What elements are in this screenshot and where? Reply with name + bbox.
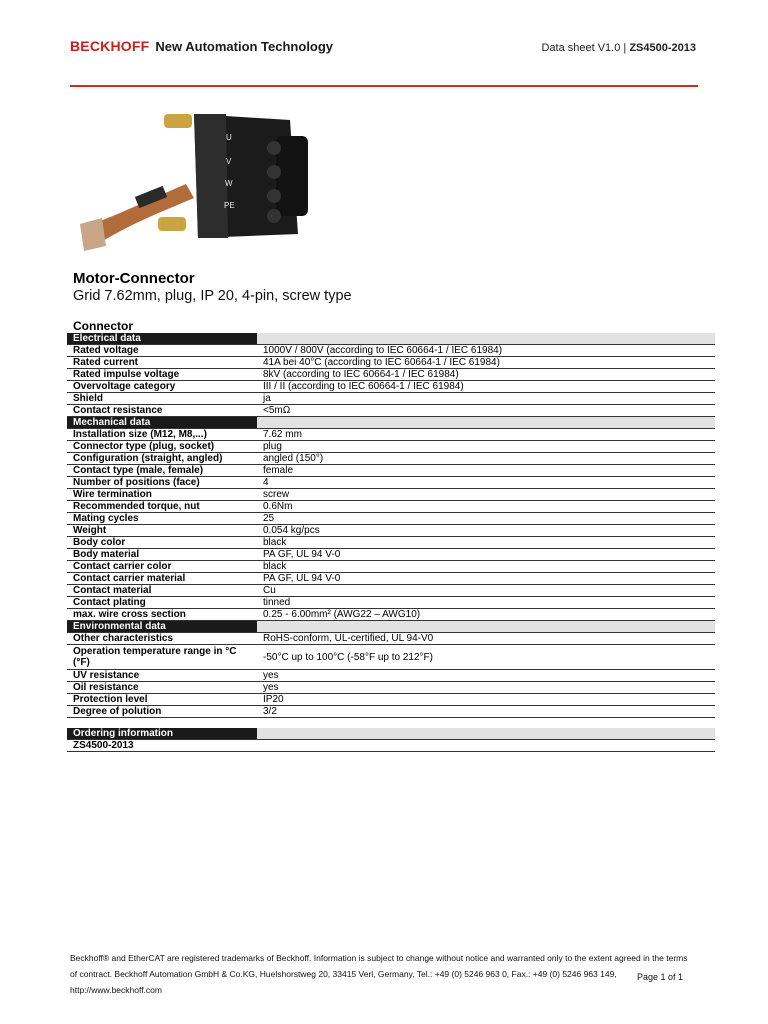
spec-value: 8kV (according to IEC 60664-1 / IEC 61984) [257,369,715,381]
spec-value: angled (150°) [257,453,715,465]
spacer-row [67,718,715,729]
table-row [67,537,715,549]
spec-value: 7.62 mm [257,429,715,441]
header-divider [70,85,698,87]
spec-key: Degree of polution [67,706,257,718]
table-row [67,489,715,501]
spec-key: Recommended torque, nut [67,501,257,513]
spec-key: Other characteristics [67,633,257,645]
spec-key: Contact carrier material [67,573,257,585]
table-row [67,682,715,694]
spec-value: 1000V / 800V (according to IEC 60664-1 / IEC 61984) [257,345,715,357]
group-header-fill [257,621,715,633]
product-title: Motor-Connector [73,270,195,287]
group-header [67,417,715,429]
group-header-label: Mechanical data [67,417,257,429]
table-row [67,501,715,513]
spec-table [67,333,715,752]
pin-label-v: V [226,157,232,166]
spec-value: ja [257,393,715,405]
spec-key: Operation temperature range in °C (°F) [67,645,257,670]
spec-value: yes [257,670,715,682]
spec-value: screw [257,489,715,501]
product-photo [76,106,316,251]
spec-value: black [257,561,715,573]
spec-key: Configuration (straight, angled) [67,453,257,465]
table-row [67,670,715,682]
table-row [67,429,715,441]
group-header-label: Environmental data [67,621,257,633]
table-row [67,645,715,670]
doc-prefix: Data sheet V1.0 | [541,42,627,54]
footer-line-2: of contract. Beckhoff Automation GmbH & Co.KG, Huelshorstweg 20, 33415 Verl, Germany, Tel.: +49 (0) 5246 963 0, Fax.: +49 (0) 5246 963 149, [70,969,617,979]
spec-key: Wire termination [67,489,257,501]
spec-value: 3/2 [257,706,715,718]
spec-value: 41A bei 40°C (according to IEC 60664-1 / IEC 61984) [257,357,715,369]
spec-value: Cu [257,585,715,597]
table-row [67,357,715,369]
pin-label-u: U [226,133,232,142]
spec-key: Weight [67,525,257,537]
spec-key: max. wire cross section [67,609,257,621]
spec-key: Contact carrier color [67,561,257,573]
spec-value: 0.054 kg/pcs [257,525,715,537]
table-row [67,740,715,752]
document-id [541,42,696,54]
spec-value: 0.25 - 6.00mm² (AWG22 – AWG10) [257,609,715,621]
spec-key: Rated current [67,357,257,369]
spacer-cell [257,718,715,729]
page-number: Page 1 of 1 [636,972,683,982]
spec-key: Overvoltage category [67,381,257,393]
spec-value: tinned [257,597,715,609]
spec-value: -50°C up to 100°C (-58°F up to 212°F) [257,645,715,670]
pin-label-pe: PE [224,201,235,210]
table-row [67,573,715,585]
spec-value: RoHS-conform, UL-certified, UL 94-V0 [257,633,715,645]
ordering-header [67,728,715,740]
spec-value [257,740,715,752]
table-row [67,597,715,609]
table-row [67,465,715,477]
table-row [67,405,715,417]
table-row [67,369,715,381]
footer-legal [70,950,700,998]
doc-number: ZS4500-2013 [629,42,696,54]
table-row [67,477,715,489]
spec-key: Number of positions (face) [67,477,257,489]
spec-key: Body material [67,549,257,561]
group-header-label: Electrical data [67,333,257,345]
spec-key: Contact type (male, female) [67,465,257,477]
spec-key: UV resistance [67,670,257,682]
table-row [67,525,715,537]
footer-line-1: Beckhoff® and EtherCAT are registered trademarks of Beckhoff. Information is subject to change without notice and warranted only to the extent agreed in the terms [70,953,688,963]
spec-key: Mating cycles [67,513,257,525]
group-header-fill [257,728,715,740]
spec-key: Installation size (M12, M8,...) [67,429,257,441]
section-title: Connector [73,319,133,333]
spec-value: III / II (according to IEC 60664-1 / IEC 61984) [257,381,715,393]
spec-value: PA GF, UL 94 V-0 [257,573,715,585]
table-row [67,441,715,453]
spec-key: ZS4500-2013 [67,740,257,752]
spec-value: yes [257,682,715,694]
spec-value: 0.6Nm [257,501,715,513]
spec-key: Contact resistance [67,405,257,417]
table-row [67,453,715,465]
spec-value: IP20 [257,694,715,706]
spec-value: <5mΩ [257,405,715,417]
table-row [67,694,715,706]
spec-key: Protection level [67,694,257,706]
spec-value: female [257,465,715,477]
group-header [67,621,715,633]
spec-value: 4 [257,477,715,489]
group-header [67,333,715,345]
brand-tagline: New Automation Technology [155,39,334,54]
spec-value: plug [257,441,715,453]
table-row [67,393,715,405]
table-row [67,561,715,573]
spec-key: Rated impulse voltage [67,369,257,381]
spec-key: Body color [67,537,257,549]
spec-key: Contact material [67,585,257,597]
spacer-cell [67,718,257,729]
spec-value: PA GF, UL 94 V-0 [257,549,715,561]
group-header-fill [257,417,715,429]
table-row [67,549,715,561]
table-row [67,585,715,597]
product-subtitle: Grid 7.62mm, plug, IP 20, 4-pin, screw type [73,288,352,304]
table-row [67,633,715,645]
spec-key: Rated voltage [67,345,257,357]
group-header-fill [257,333,715,345]
spec-key: Shield [67,393,257,405]
spec-key: Contact plating [67,597,257,609]
table-row [67,609,715,621]
spec-key: Oil resistance [67,682,257,694]
spec-value: 25 [257,513,715,525]
table-row [67,345,715,357]
pin-label-w: W [225,179,233,188]
spec-key: Connector type (plug, socket) [67,441,257,453]
spec-value: black [257,537,715,549]
table-row [67,513,715,525]
footer-website-link[interactable]: http://www.beckhoff.com [70,985,162,995]
table-row [67,706,715,718]
table-row [67,381,715,393]
group-header-label: Ordering information [67,728,257,740]
brand-logo [70,38,333,54]
brand-name: BECKHOFF [70,38,150,54]
